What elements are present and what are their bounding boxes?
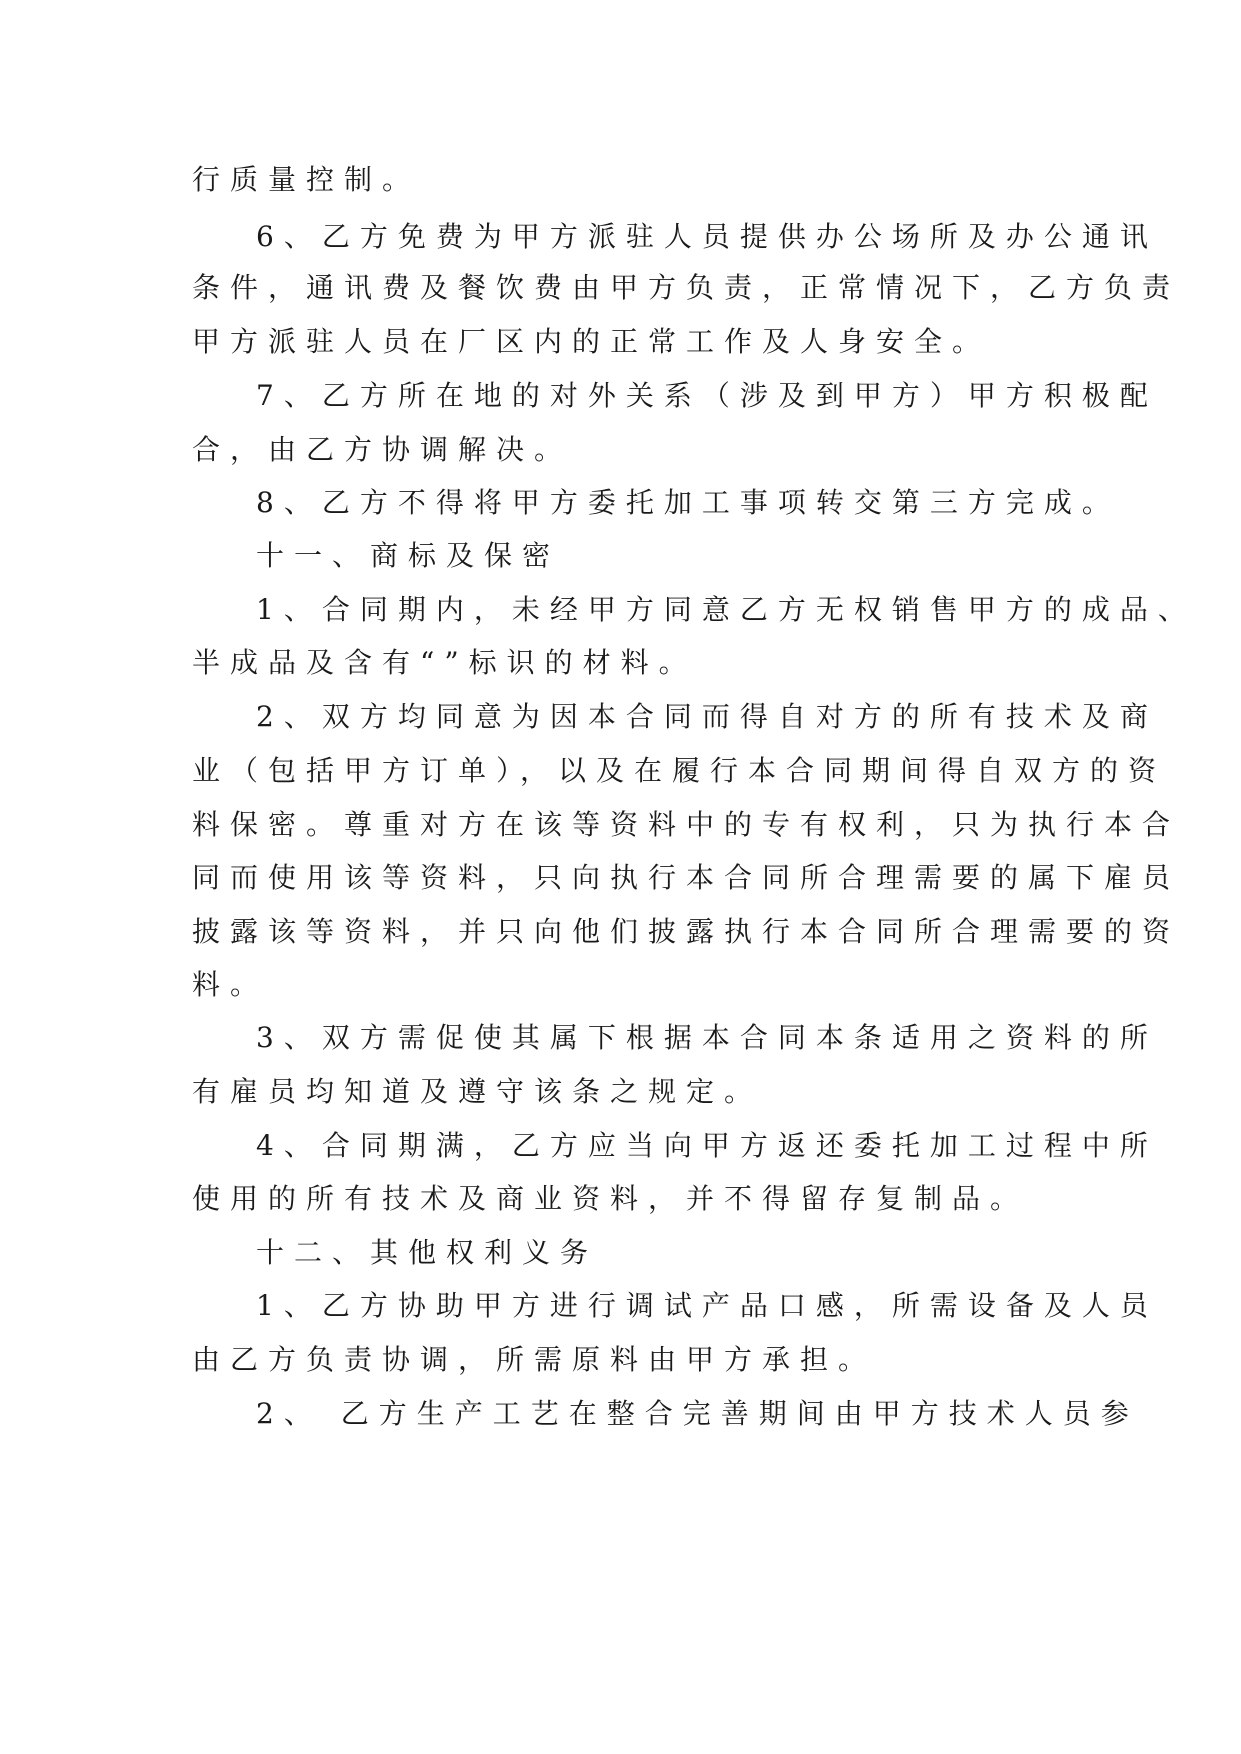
text-line: 披露该等资料，并只向他们披露执行本合同所合理需要的资 xyxy=(192,915,1181,948)
text-line: 1、乙方协助甲方进行调试产品口感，所需设备及人员 xyxy=(256,1289,1158,1322)
section-heading: 十二、其他权利义务 xyxy=(256,1236,599,1269)
text-line: 甲方派驻人员在厂区内的正常工作及人身安全。 xyxy=(192,325,991,358)
text-line: 同而使用该等资料，只向执行本合同所合理需要的属下雇员 xyxy=(192,861,1181,894)
text-line: 7、乙方所在地的对外关系（涉及到甲方）甲方积极配 xyxy=(256,379,1158,412)
text-line: 8、乙方不得将甲方委托加工事项转交第三方完成。 xyxy=(256,486,1120,519)
text-line: 条件，通讯费及餐饮费由甲方负责，正常情况下，乙方负责 xyxy=(192,271,1181,304)
text-line: 业（包括甲方订单），以及在履行本合同期间得自双方的资 xyxy=(192,754,1167,787)
text-line: 2、双方均同意为因本合同而得自对方的所有技术及商 xyxy=(256,700,1158,733)
text-line: 由乙方负责协调，所需原料由甲方承担。 xyxy=(192,1343,877,1376)
text-line: 2、 乙方生产工艺在整合完善期间由甲方技术人员参 xyxy=(256,1397,1139,1430)
text-line: 6、乙方免费为甲方派驻人员提供办公场所及办公通讯 xyxy=(256,220,1158,253)
text-line: 料保密。尊重对方在该等资料中的专有权利，只为执行本合 xyxy=(192,808,1181,841)
text-line: 4、合同期满，乙方应当向甲方返还委托加工过程中所 xyxy=(256,1129,1158,1162)
text-line: 3、双方需促使其属下根据本合同本条适用之资料的所 xyxy=(256,1021,1158,1054)
text-line: 半成品及含有“”标识的材料。 xyxy=(192,646,697,679)
section-heading: 十一、商标及保密 xyxy=(256,539,561,572)
text-line: 1、合同期内，未经甲方同意乙方无权销售甲方的成品、 xyxy=(256,593,1196,626)
text-line: 料。 xyxy=(192,968,269,1001)
text-line: 使用的所有技术及商业资料，并不得留存复制品。 xyxy=(192,1182,1029,1215)
text-line: 合，由乙方协调解决。 xyxy=(192,433,573,466)
text-line: 有雇员均知道及遵守该条之规定。 xyxy=(192,1075,763,1108)
text-line: 行质量控制。 xyxy=(192,163,421,196)
